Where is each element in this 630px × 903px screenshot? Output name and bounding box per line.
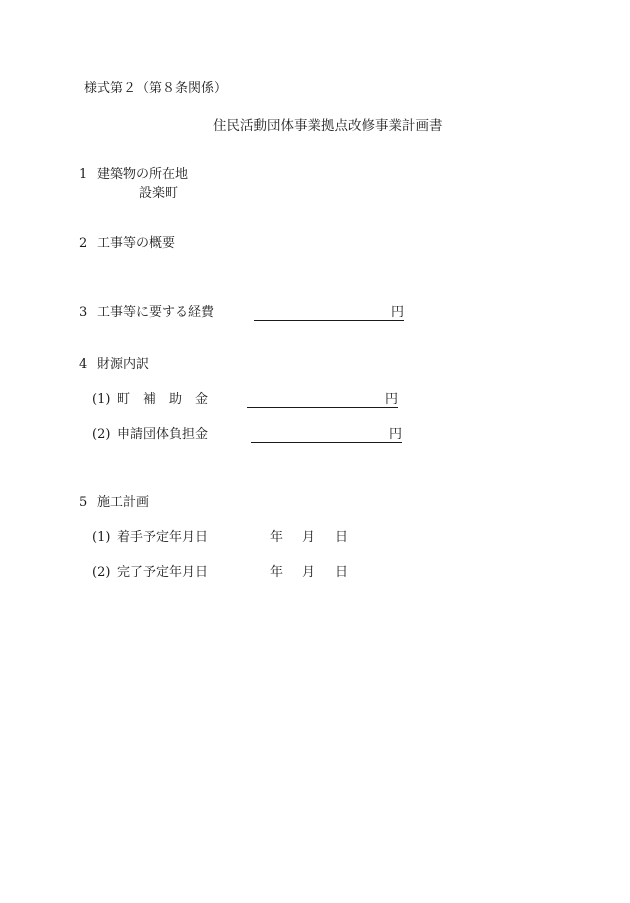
section-4-heading: 財源内訳: [97, 357, 150, 372]
start-day-unit: 日: [335, 530, 349, 545]
town-subsidy-amount-field[interactable]: [247, 407, 398, 408]
section-4-number: 4: [79, 357, 88, 372]
section-3-number: 3: [79, 305, 88, 320]
document-title: 住民活動団体事業拠点改修事業計画書: [213, 118, 443, 134]
town-subsidy-label: 町 補 助 金: [117, 392, 209, 407]
funding-item-marker: (2): [92, 427, 111, 442]
funding-item-marker: (1): [92, 392, 111, 407]
completion-day-unit: 日: [335, 565, 349, 580]
start-year-unit: 年: [270, 530, 284, 545]
section-1-heading: 建築物の所在地: [97, 167, 189, 182]
form-label: 様式第２（第８条関係）: [84, 81, 228, 96]
section-2-heading: 工事等の概要: [97, 236, 176, 251]
section-5-heading: 施工計画: [97, 495, 150, 510]
completion-month-unit: 月: [302, 565, 316, 580]
applicant-share-unit: 円: [389, 427, 403, 442]
schedule-item-marker: (2): [92, 565, 111, 580]
applicant-share-label: 申請団体負担金: [117, 427, 209, 442]
applicant-share-amount-field[interactable]: [251, 442, 402, 443]
cost-unit: 円: [391, 305, 405, 320]
section-5-number: 5: [79, 495, 88, 510]
section-3-heading: 工事等に要する経費: [97, 305, 215, 320]
completion-date-label: 完了予定年月日: [117, 565, 209, 580]
section-2-number: 2: [79, 236, 88, 251]
town-subsidy-unit: 円: [385, 392, 399, 407]
start-month-unit: 月: [302, 530, 316, 545]
schedule-item-marker: (1): [92, 530, 111, 545]
section-1-number: 1: [79, 167, 88, 182]
cost-amount-field[interactable]: [254, 320, 404, 321]
completion-year-unit: 年: [270, 565, 284, 580]
building-location-value: 設楽町: [139, 186, 179, 201]
start-date-label: 着手予定年月日: [117, 530, 209, 545]
